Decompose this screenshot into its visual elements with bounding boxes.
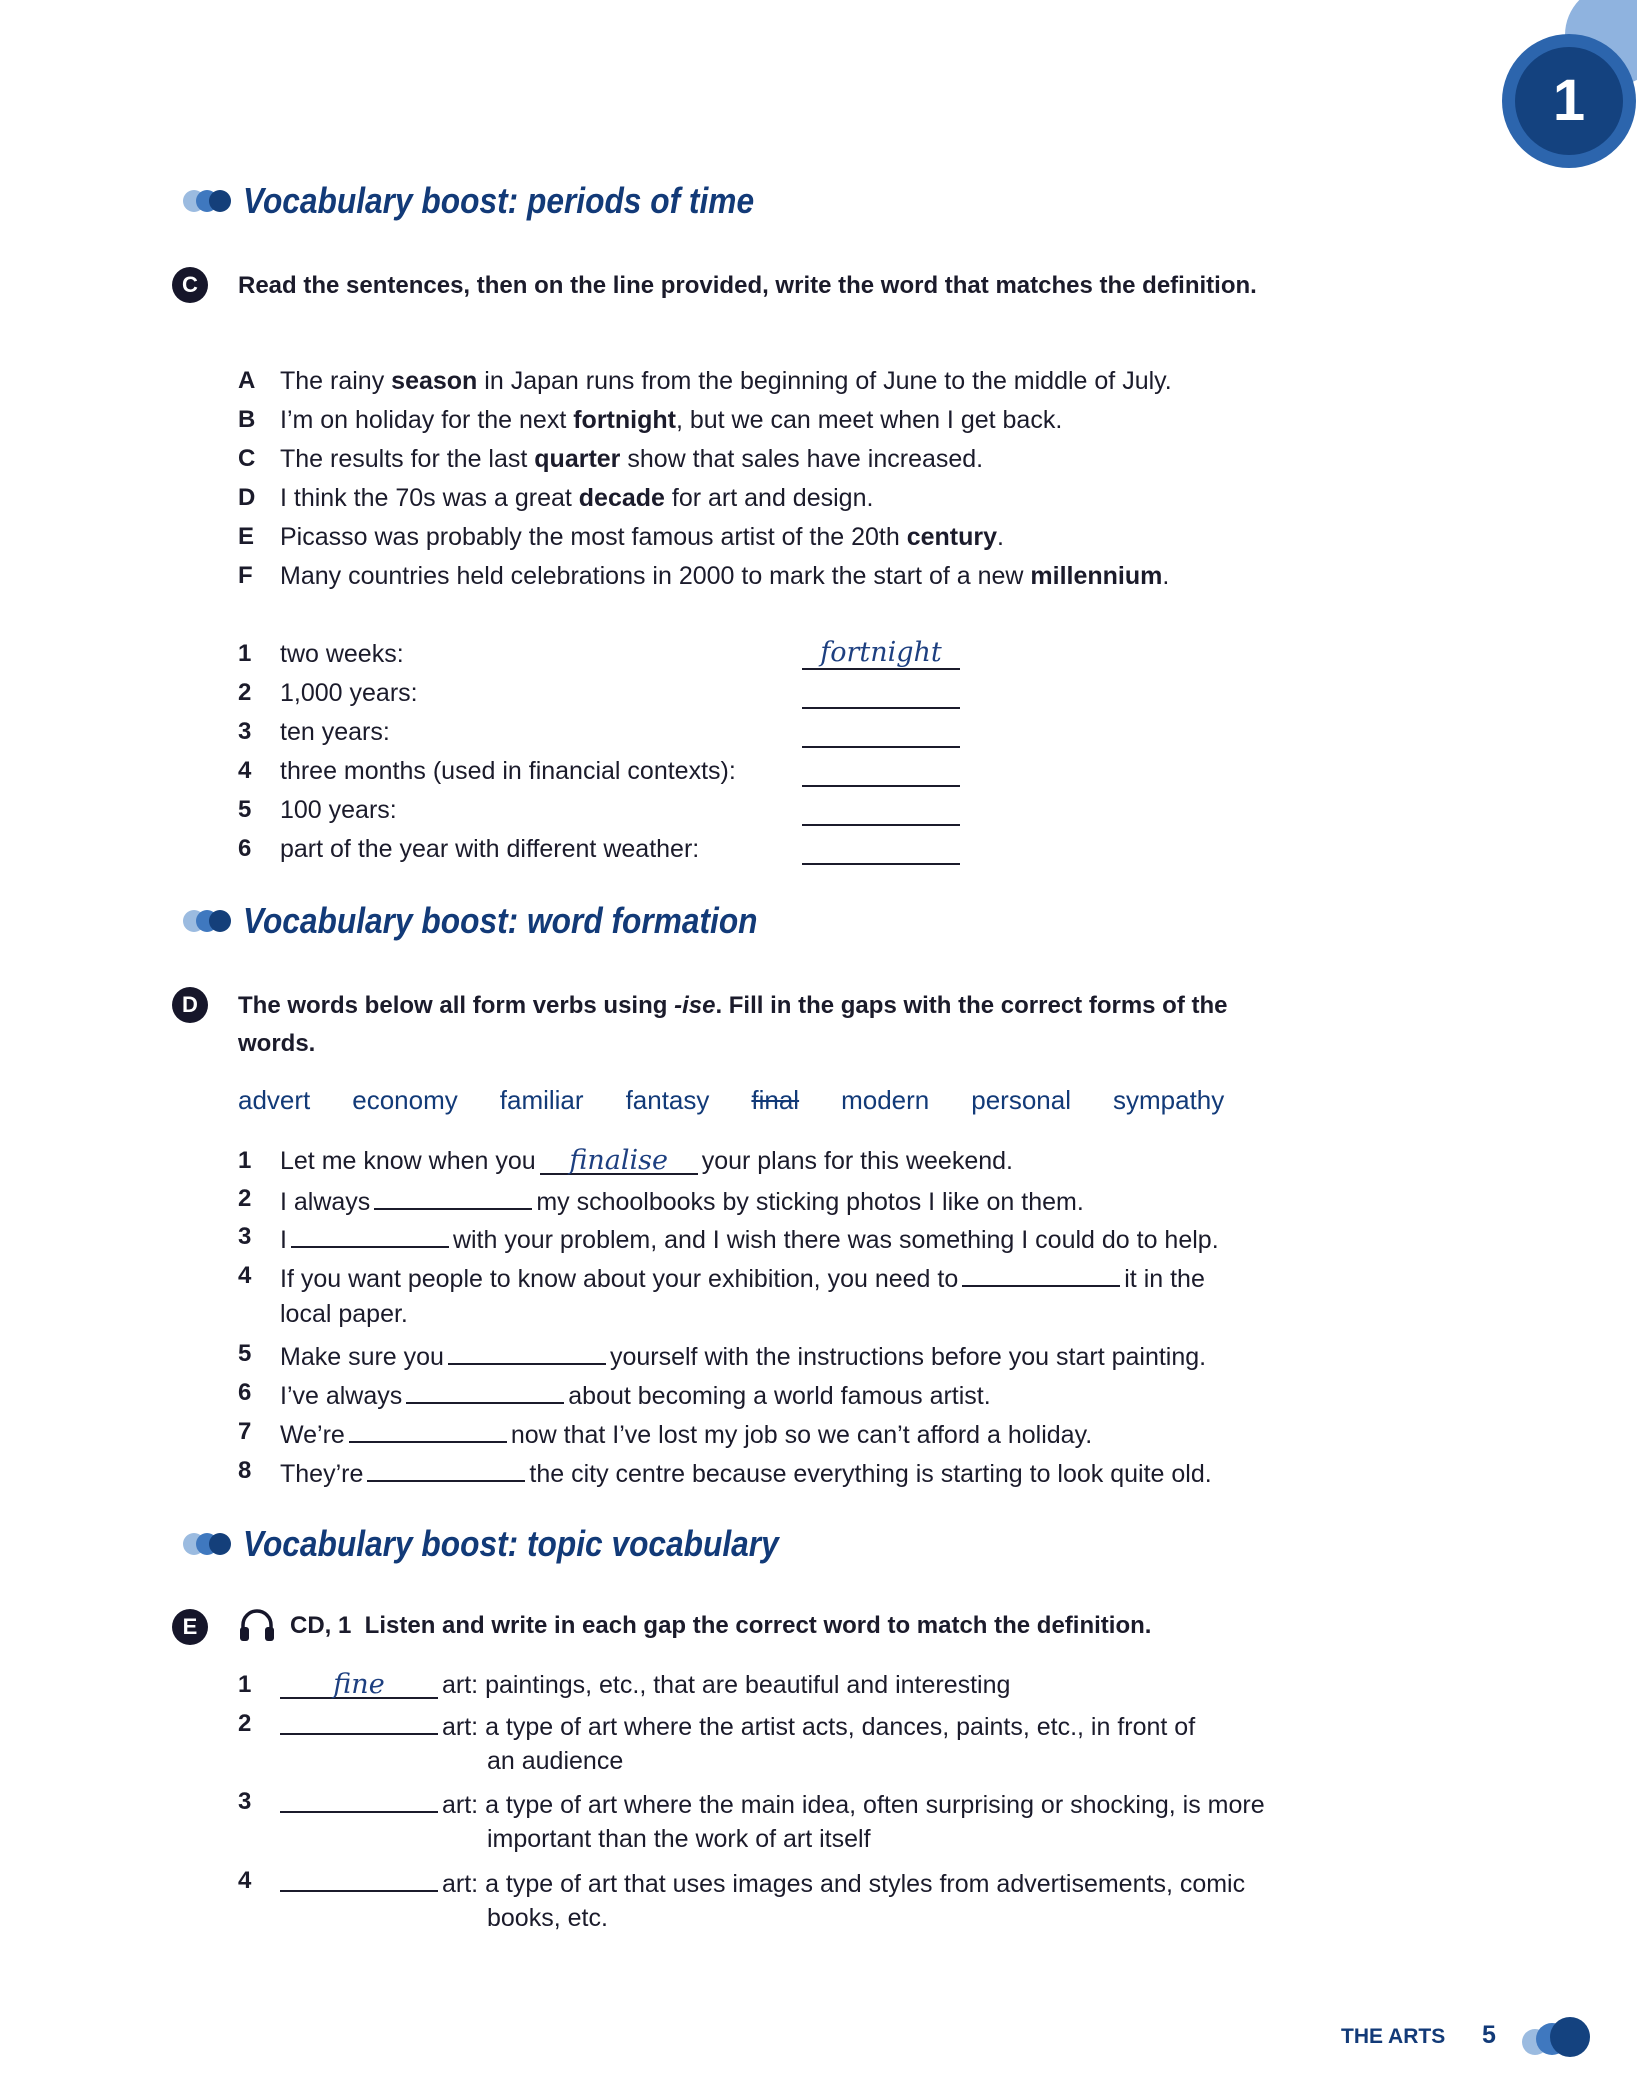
item-text-continued: important than the work of art itself — [487, 1825, 871, 1853]
item-number: 6 — [238, 1379, 252, 1406]
item-text: We’re now that I’ve lost my job so we can’t afford a holiday. — [280, 1417, 1092, 1450]
answer-field[interactable] — [802, 757, 960, 787]
item-text: I with your problem, and I wish there was something I could do to help. — [280, 1222, 1219, 1255]
item-text: art: a type of art that uses images and styles from advertisements, comic — [280, 1866, 1245, 1899]
definition-text: 100 years: — [280, 796, 397, 824]
word-bank — [238, 1085, 1266, 1116]
definition-text: three months (used in financial contexts): — [280, 757, 736, 785]
headphones-icon[interactable] — [238, 1608, 276, 1642]
sentence-label: A — [238, 367, 256, 394]
bullet-dots-icon — [183, 1533, 233, 1555]
answer-field[interactable] — [802, 796, 960, 826]
sentence-text: Picasso was probably the most famous artist of the 20th century. — [280, 523, 1004, 551]
definition-number: 3 — [238, 718, 252, 745]
answer-field[interactable] — [802, 835, 960, 865]
answer-gap[interactable] — [406, 1378, 564, 1404]
section-heading-periods-of-time — [183, 180, 824, 222]
item-number: 8 — [238, 1457, 252, 1484]
exercise-letter-d: D — [172, 987, 208, 1023]
word-bank-item-used: final — [751, 1085, 800, 1115]
section-heading-word-formation — [183, 900, 828, 942]
sentence-text: I think the 70s was a great decade for art and design. — [280, 484, 874, 512]
page-number: 5 — [1482, 2021, 1496, 2049]
sentence-text: The rainy season in Japan runs from the beginning of June to the middle of July. — [280, 367, 1172, 395]
bullet-dots-icon — [183, 910, 233, 932]
word-bank-item: sympathy — [1112, 1085, 1225, 1115]
handwritten-answer: fine — [333, 1669, 385, 1700]
answer-field[interactable] — [802, 679, 960, 709]
item-number: 1 — [238, 1147, 252, 1174]
sentence-label: B — [238, 406, 256, 433]
item-number: 2 — [238, 1710, 252, 1737]
item-text: I always my schoolbooks by sticking photos I like on them. — [280, 1184, 1084, 1217]
answer-field[interactable] — [802, 718, 960, 748]
item-text: They’re the city centre because everything is starting to look quite old. — [280, 1456, 1212, 1489]
item-number: 3 — [238, 1223, 252, 1250]
answer-gap[interactable] — [448, 1339, 606, 1365]
answer-gap[interactable] — [367, 1456, 525, 1482]
handwritten-answer: fortnight — [820, 637, 942, 668]
definition-text: 1,000 years: — [280, 679, 418, 707]
item-text: If you want people to know about your exhibition, you need to it in the — [280, 1261, 1205, 1294]
answer-field[interactable] — [802, 637, 960, 670]
chapter-number-badge: 1 — [1515, 47, 1623, 155]
exercise-c-instruction: Read the sentences, then on the line provided, write the word that matches the definition. — [238, 272, 1257, 299]
definition-text: ten years: — [280, 718, 390, 746]
definition-text: two weeks: — [280, 640, 404, 668]
item-text: Let me know when you finalise your plans for this weekend. — [280, 1145, 1013, 1176]
answer-gap[interactable] — [280, 1866, 438, 1892]
answer-gap[interactable] — [540, 1145, 698, 1176]
exercise-letter-c: C — [172, 267, 208, 303]
sentence-label: E — [238, 523, 255, 550]
footer-dots-icon — [1522, 2017, 1592, 2061]
section-title: Vocabulary boost: topic vocabulary — [243, 1523, 779, 1564]
answer-gap[interactable] — [374, 1184, 532, 1210]
answer-gap[interactable] — [280, 1669, 438, 1700]
item-text: fine art: paintings, etc., that are beautiful and interesting — [280, 1670, 1010, 1700]
answer-gap[interactable] — [280, 1709, 438, 1735]
answer-gap[interactable] — [280, 1787, 438, 1813]
definition-number: 2 — [238, 679, 252, 706]
item-number: 4 — [238, 1867, 252, 1894]
word-bank-item: fantasy — [625, 1085, 710, 1115]
exercise-d-instruction: The words below all form verbs using -ise. Fill in the gaps with the correct forms of the words. — [238, 992, 1228, 1057]
sentence-text: I’m on holiday for the next fortnight, but we can meet when I get back. — [280, 406, 1063, 434]
word-bank-item: economy — [352, 1085, 458, 1115]
exercise-e-instruction: CD, 1 Listen and write in each gap the correct word to match the definition. — [290, 1612, 1152, 1639]
handwritten-answer: finalise — [569, 1145, 668, 1176]
word-bank-item: familiar — [499, 1085, 584, 1115]
word-bank-item: modern — [841, 1085, 930, 1115]
answer-gap[interactable] — [349, 1417, 507, 1443]
sentence-text: The results for the last quarter show that sales have increased. — [280, 445, 984, 473]
item-text-continued: books, etc. — [487, 1904, 608, 1932]
sentence-label: F — [238, 562, 253, 589]
section-title: Vocabulary boost: word formation — [243, 900, 758, 941]
item-number: 1 — [238, 1671, 252, 1698]
item-text-continued: local paper. — [280, 1300, 408, 1328]
item-text-continued: an audience — [487, 1747, 624, 1775]
item-number: 3 — [238, 1788, 252, 1815]
section-heading-topic-vocabulary — [183, 1523, 852, 1565]
item-number: 4 — [238, 1262, 252, 1289]
sentence-text: Many countries held celebrations in 2000 to mark the start of a new millennium. — [280, 562, 1170, 590]
footer-unit-label: THE ARTS — [1341, 2025, 1446, 2048]
definition-number: 4 — [238, 757, 252, 784]
item-text: I’ve always about becoming a world famous artist. — [280, 1378, 991, 1411]
answer-gap[interactable] — [962, 1261, 1120, 1287]
word-bank-item: personal — [971, 1085, 1071, 1115]
definition-text: part of the year with different weather: — [280, 835, 700, 863]
definition-number: 6 — [238, 835, 252, 862]
definition-number: 5 — [238, 796, 252, 823]
definition-number: 1 — [238, 640, 252, 667]
item-number: 7 — [238, 1418, 252, 1445]
bullet-dots-icon — [183, 190, 233, 212]
word-bank-item: advert — [238, 1085, 311, 1115]
item-number: 2 — [238, 1185, 252, 1212]
item-number: 5 — [238, 1340, 252, 1367]
exercise-letter-e: E — [172, 1609, 208, 1645]
sentence-label: D — [238, 484, 256, 511]
item-text: art: a type of art where the main idea, often surprising or shocking, is more — [280, 1787, 1265, 1820]
item-text: art: a type of art where the artist acts, dances, paints, etc., in front of — [280, 1709, 1195, 1742]
answer-gap[interactable] — [291, 1222, 449, 1248]
sentence-label: C — [238, 445, 256, 472]
section-title: Vocabulary boost: periods of time — [243, 180, 755, 221]
item-text: Make sure you yourself with the instructions before you start painting. — [280, 1339, 1206, 1372]
